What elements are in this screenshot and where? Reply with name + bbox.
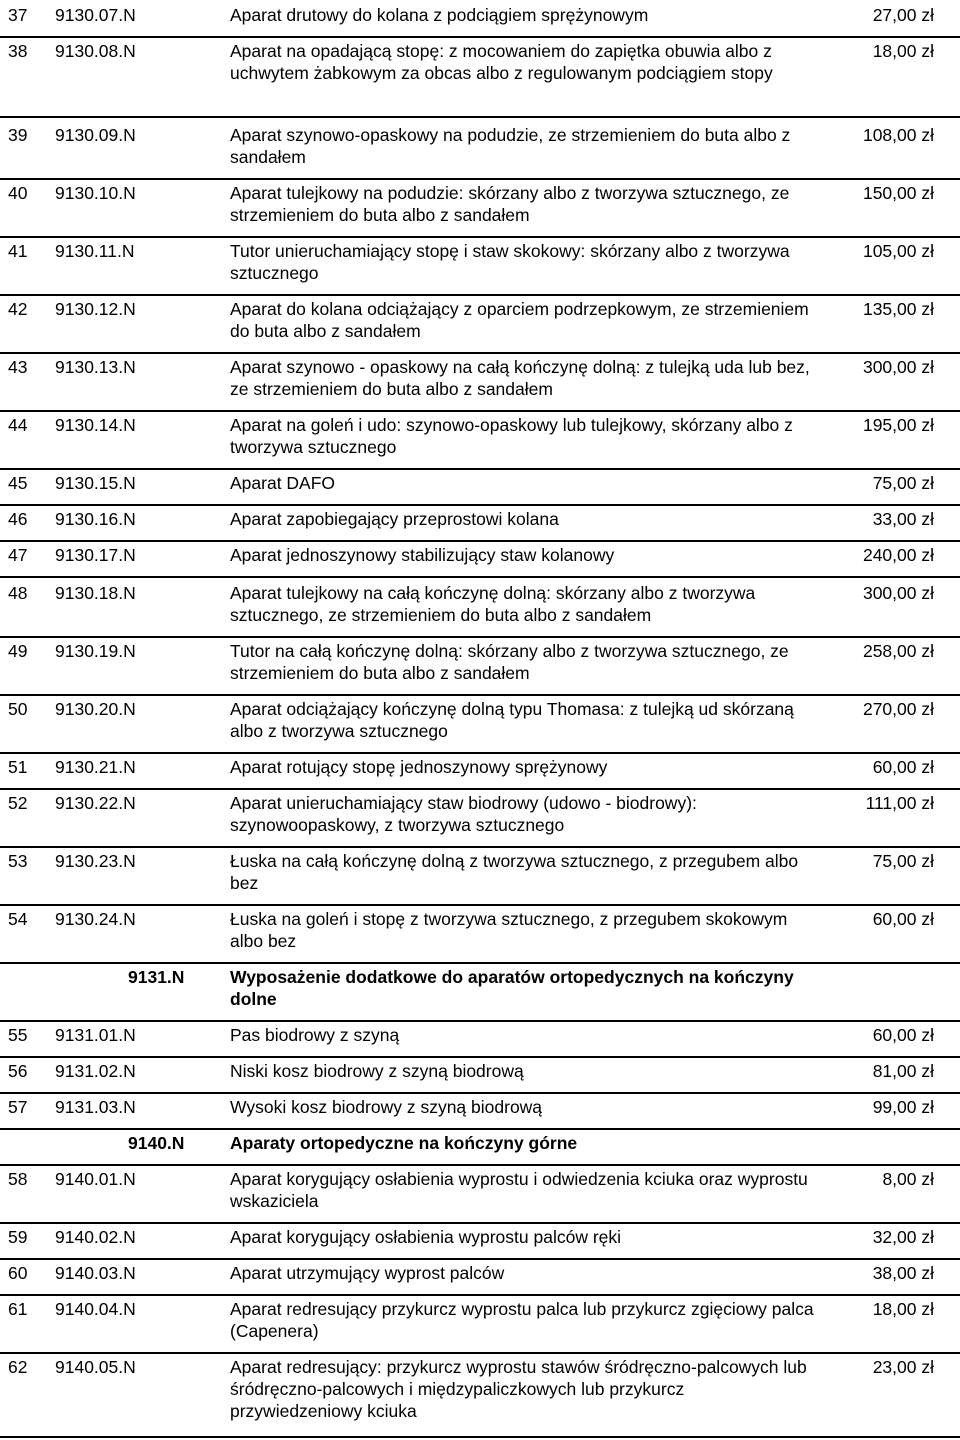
- table-row: [0, 544, 960, 578]
- product-name: Łuska na goleń i stopę z tworzywa sztucznego, z przegubem skokowym albo bez: [230, 909, 788, 951]
- table-row: [0, 240, 960, 296]
- product-name: Aparat unieruchamiający staw biodrowy (udowo - biodrowy): szynowoopaskowy, z tworzywa sztucznego: [230, 793, 697, 835]
- row-number: 44: [8, 415, 28, 435]
- product-code: 9130.17.N: [55, 545, 136, 565]
- row-number: 60: [8, 1263, 28, 1283]
- product-name: Aparat zapobiegający przeprostowi kolana: [230, 509, 559, 529]
- product-code: 9140.04.N: [55, 1299, 136, 1319]
- product-name: Aparat DAFO: [230, 473, 336, 493]
- price: 60,00 zł: [872, 909, 934, 929]
- table-row: [0, 1262, 960, 1296]
- product-code: 9130.12.N: [55, 299, 136, 319]
- table-row: [0, 356, 960, 412]
- product-name: Aparat na opadającą stopę: z mocowaniem do zapiętka obuwia albo z uchwytem żabkowym za obcas albo z regulowanym podciągiem stopy: [230, 41, 773, 83]
- price: 32,00 zł: [872, 1227, 934, 1247]
- product-name: Tutor na całą kończynę dolną: skórzany albo z tworzywa sztucznego, ze strzemieniem do buta albo z sandałem: [230, 641, 789, 683]
- price: 108,00 zł: [862, 125, 934, 145]
- table-row: [0, 1168, 960, 1224]
- table-row: [0, 508, 960, 542]
- row-number: 41: [8, 241, 28, 261]
- product-code: 9131.02.N: [55, 1061, 136, 1081]
- row-number: 46: [8, 509, 28, 529]
- product-name: Aparat drutowy do kolana z podciągiem sprężynowym: [230, 5, 649, 25]
- product-code: 9130.22.N: [55, 793, 136, 813]
- price: 33,00 zł: [872, 509, 934, 529]
- price: 23,00 zł: [872, 1357, 934, 1377]
- row-number: 42: [8, 299, 28, 319]
- product-code: 9130.18.N: [55, 583, 136, 603]
- product-name: Niski kosz biodrowy z szyną biodrową: [230, 1061, 524, 1081]
- price: 60,00 zł: [872, 1025, 934, 1045]
- row-number: 52: [8, 793, 28, 813]
- price: 75,00 zł: [872, 473, 934, 493]
- product-code: 9130.13.N: [55, 357, 136, 377]
- price: 8,00 zł: [882, 1169, 934, 1189]
- product-code: 9130.24.N: [55, 909, 136, 929]
- table-row: [0, 4, 960, 38]
- row-number: 43: [8, 357, 28, 377]
- product-code: 9130.10.N: [55, 183, 136, 203]
- price: 258,00 zł: [862, 641, 934, 661]
- product-code: 9131.03.N: [55, 1097, 136, 1117]
- row-number: 47: [8, 545, 28, 565]
- product-code: 9131.N: [128, 967, 185, 987]
- row-number: 40: [8, 183, 28, 203]
- product-name: Aparat tulejkowy na podudzie: skórzany albo z tworzywa sztucznego, ze strzemieniem do buta albo z sandałem: [230, 183, 790, 225]
- product-name: Aparat redresujący przykurcz wyprostu palca lub przykurcz zgięciowy palca (Capenera): [230, 1299, 814, 1341]
- table-row: [0, 792, 960, 848]
- row-number: 38: [8, 41, 28, 61]
- price: 81,00 zł: [872, 1061, 934, 1081]
- row-number: 48: [8, 583, 28, 603]
- table-row: [0, 1226, 960, 1260]
- row-number: 51: [8, 757, 28, 777]
- price: 75,00 zł: [872, 851, 934, 871]
- price: 105,00 zł: [862, 241, 934, 261]
- section-row: [0, 1132, 960, 1166]
- table-row: [0, 1298, 960, 1354]
- table-row: [0, 1024, 960, 1058]
- table-row: [0, 472, 960, 506]
- price: 27,00 zł: [872, 5, 934, 25]
- table-row: [0, 756, 960, 790]
- price: 111,00 zł: [865, 793, 934, 813]
- row-number: 54: [8, 909, 28, 929]
- row-number: 50: [8, 699, 28, 719]
- table-row: [0, 850, 960, 906]
- product-code: 9130.19.N: [55, 641, 136, 661]
- product-code: 9130.09.N: [55, 125, 136, 145]
- product-code: 9130.21.N: [55, 757, 136, 777]
- product-name: Aparat tulejkowy na całą kończynę dolną: skórzany albo z tworzywa sztucznego, ze strzemieniem do buta albo z sandałem: [230, 583, 756, 625]
- table-row: [0, 640, 960, 696]
- price: 270,00 zł: [862, 699, 934, 719]
- price: 150,00 zł: [862, 183, 934, 203]
- product-code: 9130.08.N: [55, 41, 136, 61]
- product-name: Aparat szynowo - opaskowy na całą kończynę dolną: z tulejką uda lub bez, ze strzemieniem do buta albo z sandałem: [230, 357, 810, 399]
- table-row: [0, 40, 960, 118]
- product-code: 9140.01.N: [55, 1169, 136, 1189]
- price: 99,00 zł: [872, 1097, 934, 1117]
- price: 300,00 zł: [862, 583, 934, 603]
- product-name: Aparat korygujący osłabienia wyprostu i odwiedzenia kciuka oraz wyprostu wskaziciela: [230, 1169, 808, 1211]
- table-row: [0, 582, 960, 638]
- row-number: 39: [8, 125, 28, 145]
- table-row: [0, 1060, 960, 1094]
- table-row: [0, 698, 960, 754]
- product-code: 9140.03.N: [55, 1263, 136, 1283]
- product-code: 9130.11.N: [55, 241, 135, 261]
- product-name: Aparat korygujący osłabienia wyprostu palców ręki: [230, 1227, 622, 1247]
- product-name: Aparat odciążający kończynę dolną typu Thomasa: z tulejką ud skórzaną albo z tworzywa sztucznego: [230, 699, 794, 741]
- row-number: 58: [8, 1169, 28, 1189]
- product-name: Aparat jednoszynowy stabilizujący staw kolanowy: [230, 545, 615, 565]
- product-code: 9130.15.N: [55, 473, 136, 493]
- table-row: [0, 908, 960, 964]
- product-name: Aparaty ortopedyczne na kończyny górne: [230, 1133, 578, 1153]
- product-code: 9130.14.N: [55, 415, 136, 435]
- product-code: 9130.23.N: [55, 851, 136, 871]
- price: 240,00 zł: [862, 545, 934, 565]
- price: 300,00 zł: [862, 357, 934, 377]
- product-name: Aparat do kolana odciążający z oparciem podrzepkowym, ze strzemieniem do buta albo z sandałem: [230, 299, 809, 341]
- table-row: [0, 182, 960, 238]
- table-row: [0, 124, 960, 180]
- price: 18,00 zł: [872, 1299, 934, 1319]
- row-number: 37: [8, 5, 28, 25]
- row-number: 55: [8, 1025, 28, 1045]
- row-number: 62: [8, 1357, 28, 1377]
- product-name: Łuska na całą kończynę dolną z tworzywa sztucznego, z przegubem albo bez: [230, 851, 799, 893]
- table-row: [0, 1096, 960, 1130]
- product-name: Wyposażenie dodatkowe do aparatów ortopedycznych na kończyny dolne: [230, 967, 794, 1009]
- product-code: 9140.05.N: [55, 1357, 136, 1377]
- table-row: [0, 414, 960, 470]
- row-number: 49: [8, 641, 28, 661]
- price: 135,00 zł: [862, 299, 934, 319]
- product-code: 9131.01.N: [55, 1025, 136, 1045]
- row-number: 57: [8, 1097, 28, 1117]
- product-name: Aparat redresujący: przykurcz wyprostu stawów śródręczno-palcowych lub śródręczno-palcowych i międzypaliczkowych lub przykurcz przywiedzeniowy kciuka: [230, 1357, 807, 1421]
- table-row: [0, 298, 960, 354]
- product-code: 9130.16.N: [55, 509, 136, 529]
- row-number: 45: [8, 473, 28, 493]
- product-name: Aparat szynowo-opaskowy na podudzie, ze strzemieniem do buta albo z sandałem: [230, 125, 791, 167]
- section-row: [0, 966, 960, 1022]
- product-code: 9130.07.N: [55, 5, 136, 25]
- row-number: 56: [8, 1061, 28, 1081]
- table-row: [0, 1356, 960, 1438]
- product-name: Wysoki kosz biodrowy z szyną biodrową: [230, 1097, 543, 1117]
- product-name: Aparat rotujący stopę jednoszynowy sprężynowy: [230, 757, 608, 777]
- row-number: 53: [8, 851, 28, 871]
- product-name: Aparat utrzymujący wyprost palców: [230, 1263, 505, 1283]
- product-name: Pas biodrowy z szyną: [230, 1025, 400, 1045]
- product-name: Aparat na goleń i udo: szynowo-opaskowy lub tulejkowy, skórzany albo z tworzywa sztucznego: [230, 415, 793, 457]
- row-number: 61: [8, 1299, 28, 1319]
- price: 60,00 zł: [872, 757, 934, 777]
- row-number: 59: [8, 1227, 28, 1247]
- product-code: 9140.N: [128, 1133, 185, 1153]
- price: 18,00 zł: [872, 41, 934, 61]
- price: 195,00 zł: [862, 415, 934, 435]
- product-code: 9130.20.N: [55, 699, 136, 719]
- product-code: 9140.02.N: [55, 1227, 136, 1247]
- product-name: Tutor unieruchamiający stopę i staw skokowy: skórzany albo z tworzywa sztucznego: [230, 241, 790, 283]
- price: 38,00 zł: [872, 1263, 934, 1283]
